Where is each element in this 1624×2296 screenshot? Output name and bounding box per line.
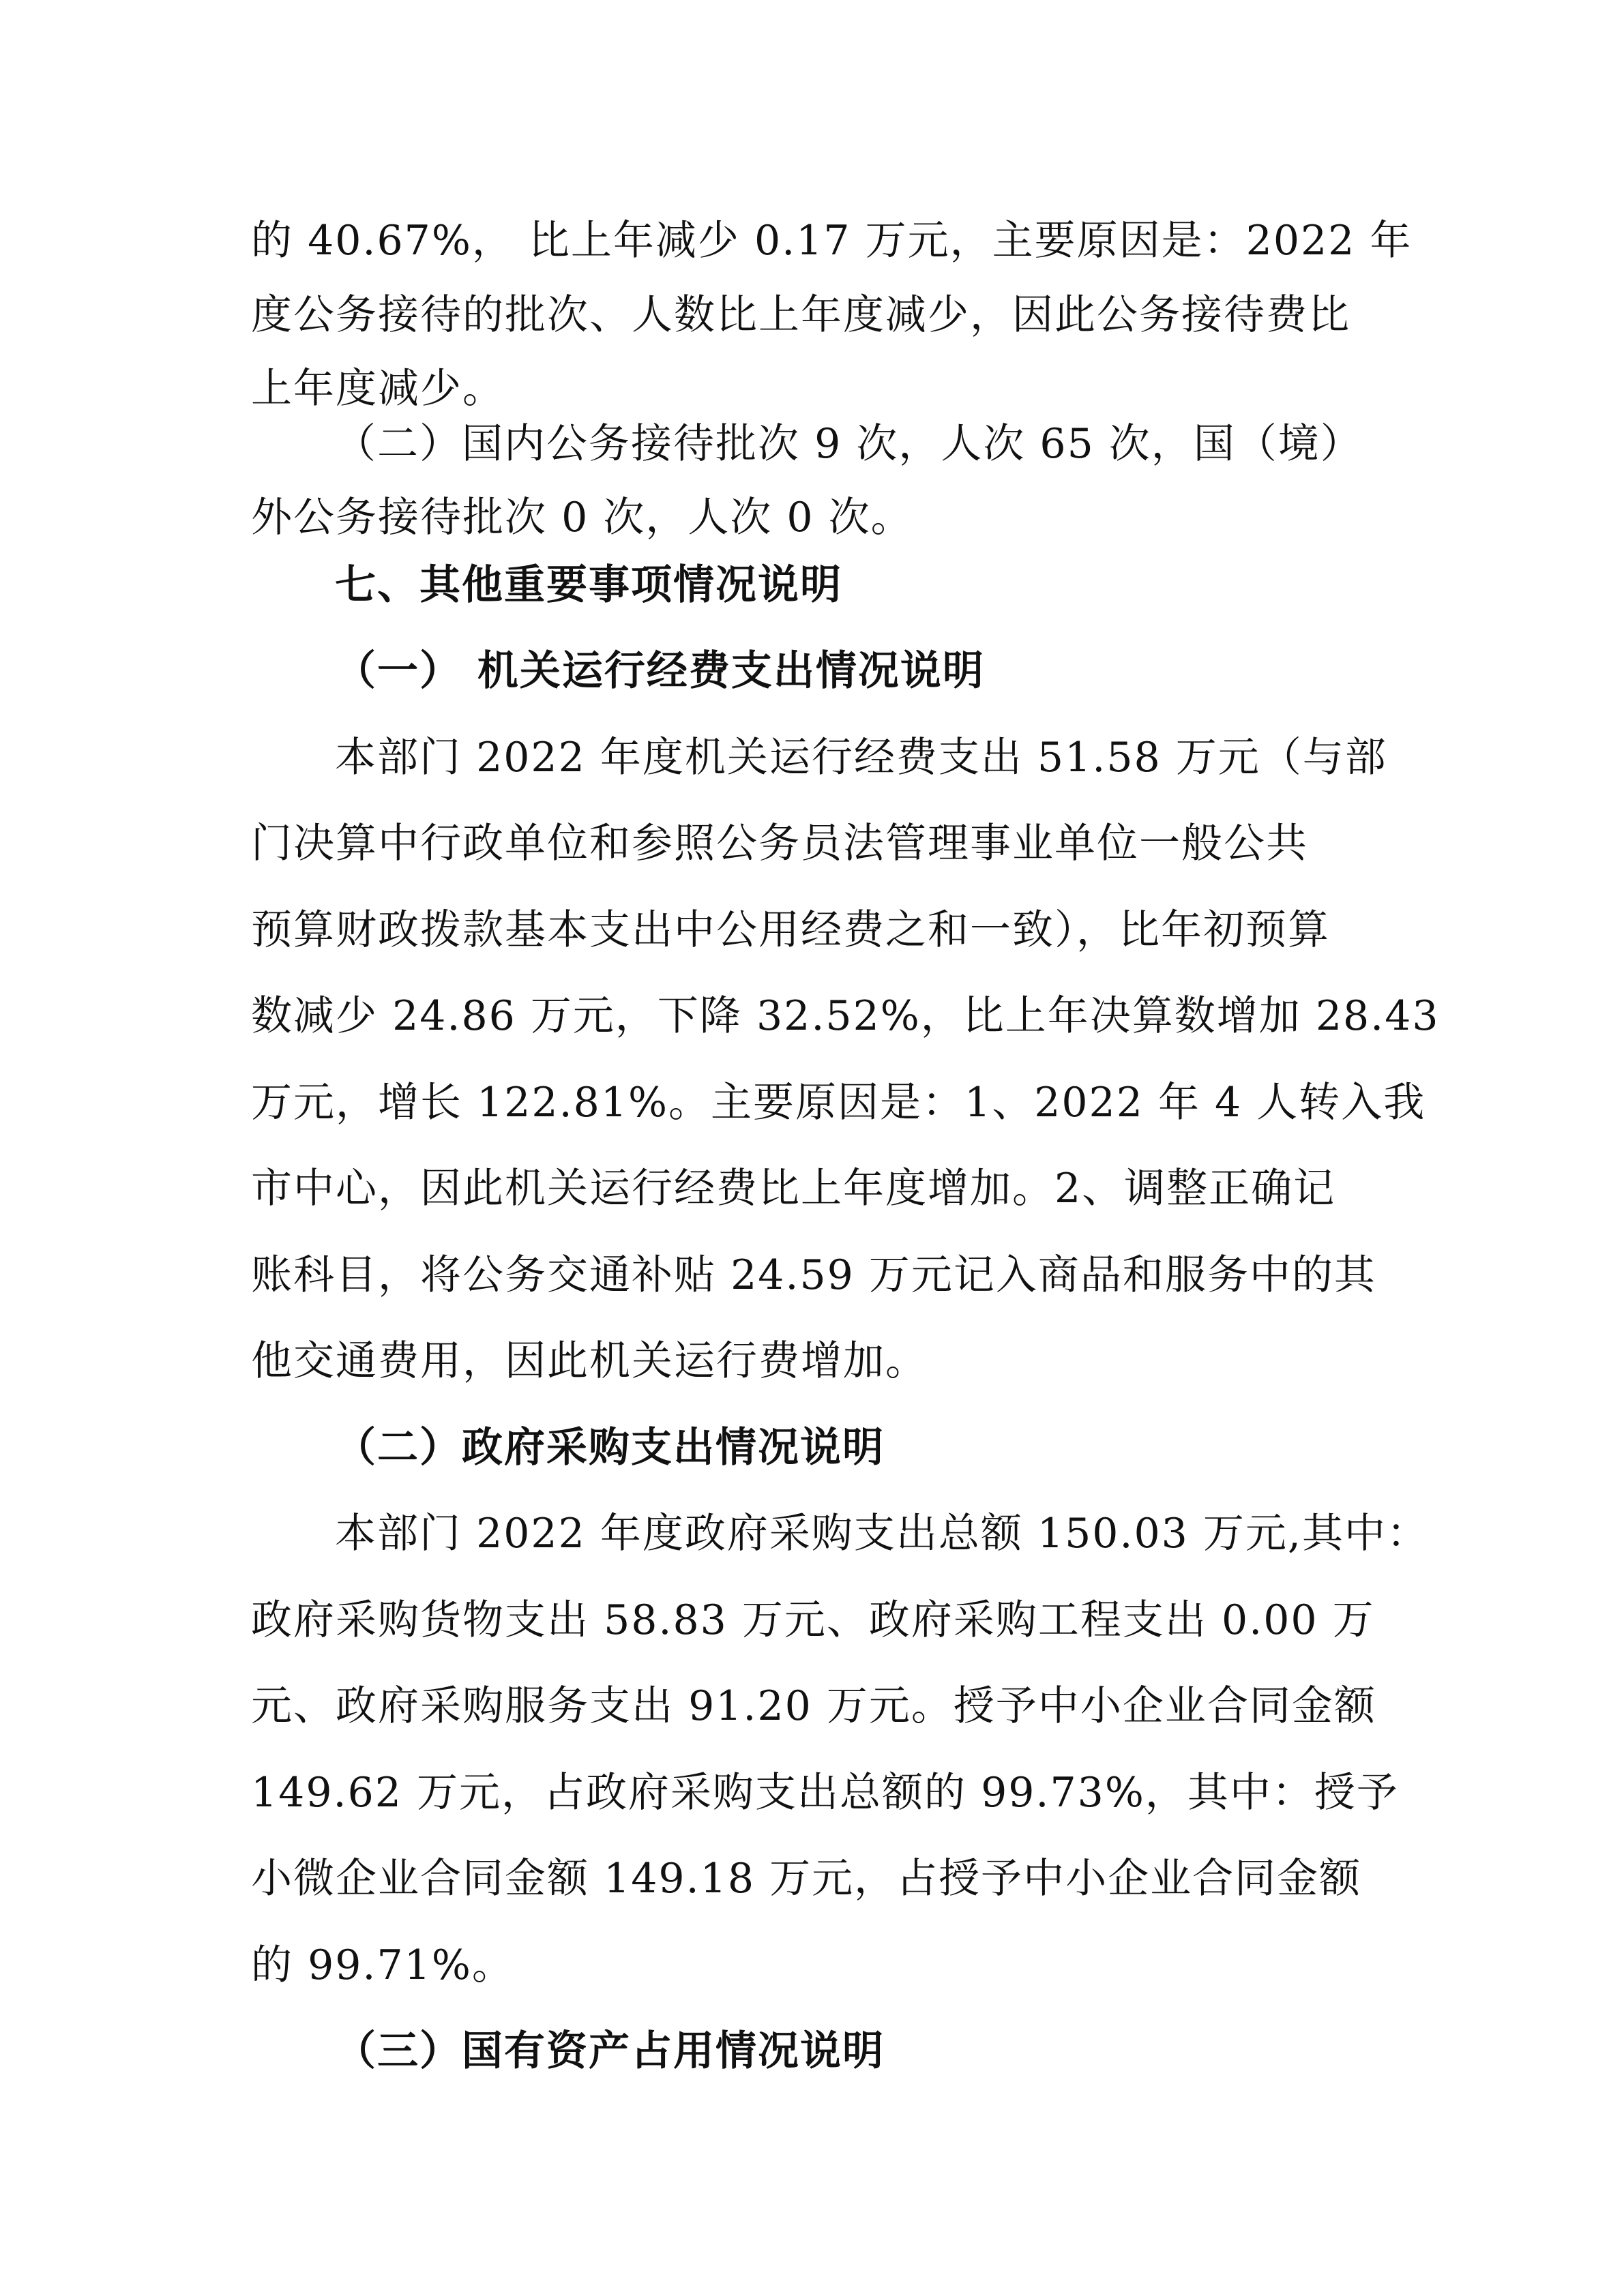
paragraph-line: 元、政府采购服务支出 91.20 万元。授予中小企业合同金额 [251,1682,1376,1730]
paragraph-line: 市中心，因此机关运行经费比上年度增加。2、调整正确记 [251,1165,1336,1212]
subsection-heading: （三）国有资产占用情况说明 [335,2027,885,2075]
paragraph-line: 本部门 2022 年度机关运行经费支出 51.58 万元（与部 [335,734,1387,781]
paragraph-line: 度公务接待的批次、人数比上年度减少，因此公务接待费比 [251,291,1350,339]
paragraph-line: 他交通费用，因此机关运行费增加。 [251,1337,928,1385]
paragraph-line: （二）国内公务接待批次 9 次，人次 65 次，国（境） [335,420,1363,468]
paragraph-line: 的 99.71%。 [251,1941,514,1989]
paragraph-line: 的 40.67%， 比上年减少 0.17 万元，主要原因是：2022 年 [251,217,1413,265]
paragraph-line: 149.62 万元，占政府采购支出总额的 99.73%，其中：授予 [251,1769,1399,1817]
paragraph-line: 账科目，将公务交通补贴 24.59 万元记入商品和服务中的其 [251,1251,1376,1299]
paragraph-line: 门决算中行政单位和参照公务员法管理事业单位一般公共 [251,820,1308,867]
paragraph-line: 预算财政拨款基本支出中公用经费之和一致），比年初预算 [251,906,1330,954]
paragraph-line: 数减少 24.86 万元，下降 32.52%，比上年决算数增加 28.43 [251,992,1440,1040]
paragraph-line: 小微企业合同金额 149.18 万元，占授予中小企业合同金额 [251,1855,1362,1903]
section-heading: 七、其他重要事项情况说明 [335,561,842,609]
paragraph-line: 本部门 2022 年度政府采购支出总额 150.03 万元,其中： [335,1510,1429,1557]
paragraph-line: 外公务接待批次 0 次，人次 0 次。 [251,494,913,541]
paragraph-line: 政府采购货物支出 58.83 万元、政府采购工程支出 0.00 万 [251,1596,1375,1644]
subsection-heading: （二）政府采购支出情况说明 [335,1424,885,1472]
subsection-heading: （一） 机关运行经费支出情况说明 [335,647,985,695]
paragraph-line: 万元，增长 122.81%。主要原因是：1、2022 年 4 人转入我 [251,1079,1426,1127]
paragraph-line: 上年度减少。 [251,365,505,413]
